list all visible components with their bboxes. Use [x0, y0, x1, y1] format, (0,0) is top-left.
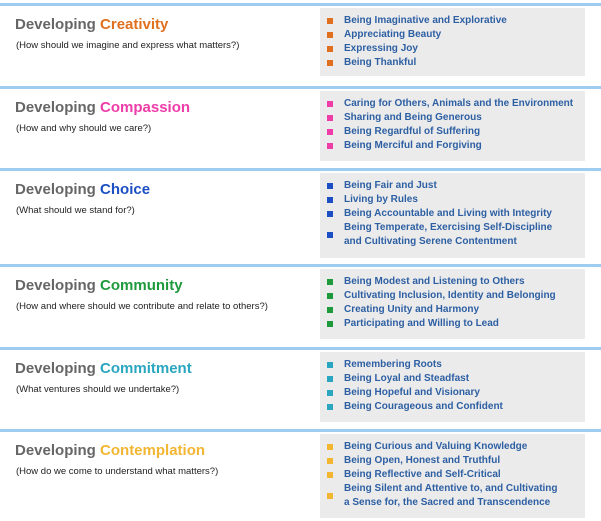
list-item: Creating Unity and Harmony — [320, 303, 585, 317]
bullet-square-icon — [327, 293, 333, 299]
title-keyword: Choice — [100, 181, 151, 198]
section-compassion — [0, 86, 601, 151]
list-item: Being Temperate, Exercising Self-Discipline and Cultivating Serene Contentment — [320, 221, 562, 249]
list-item: Being Merciful and Forgiving — [320, 139, 585, 153]
title-keyword: Contemplation — [100, 442, 206, 459]
list-item: Being Thankful — [320, 56, 585, 70]
section-subtitle: (What ventures should we undertake?) — [16, 384, 180, 395]
bullet-square-icon — [327, 321, 333, 327]
values-panel — [320, 434, 585, 518]
list-item: Being Imaginative and Explorative — [320, 14, 585, 28]
section-title — [15, 16, 168, 33]
list-item: Living by Rules — [320, 193, 585, 207]
bullet-square-icon — [327, 183, 333, 189]
bullet-square-icon — [327, 143, 333, 149]
bullet-square-icon — [327, 279, 333, 285]
section-creativity — [0, 3, 601, 68]
bullet-square-icon — [327, 115, 333, 121]
section-community — [0, 264, 601, 329]
list-item: Appreciating Beauty — [320, 28, 585, 42]
title-prefix: Developing — [15, 181, 96, 198]
bullet-square-icon — [327, 232, 333, 238]
section-subtitle: (How do we come to understand what matters?) — [16, 466, 219, 477]
section-choice — [0, 168, 601, 247]
list-item: Being Modest and Listening to Others — [320, 275, 585, 289]
section-subtitle: (How and why should we care?) — [16, 123, 152, 134]
bullet-square-icon — [327, 211, 333, 217]
list-item: Being Accountable and Living with Integrity — [320, 207, 585, 221]
bullet-square-icon — [327, 376, 333, 382]
title-prefix: Developing — [15, 99, 96, 116]
bullet-square-icon — [327, 458, 333, 464]
list-item: Participating and Willing to Lead — [320, 317, 585, 331]
section-title — [15, 277, 183, 294]
title-keyword: Creativity — [100, 16, 169, 33]
title-keyword: Community — [100, 277, 183, 294]
bullet-square-icon — [327, 404, 333, 410]
section-commitment — [0, 347, 601, 412]
list-item: Being Hopeful and Visionary — [320, 386, 585, 400]
list-item: Expressing Joy — [320, 42, 585, 56]
section-subtitle: (What should we stand for?) — [16, 205, 135, 216]
bullet-square-icon — [327, 493, 333, 499]
bullet-square-icon — [327, 32, 333, 38]
title-prefix: Developing — [15, 442, 96, 459]
bullet-square-icon — [327, 46, 333, 52]
section-subtitle: (How should we imagine and express what matters?) — [16, 40, 240, 51]
list-item: Being Courageous and Confident — [320, 400, 585, 414]
bullet-square-icon — [327, 444, 333, 450]
values-panel — [320, 269, 585, 339]
values-panel — [320, 173, 585, 258]
title-keyword: Commitment — [100, 360, 192, 377]
bullet-square-icon — [327, 362, 333, 368]
values-panel — [320, 8, 585, 76]
section-title — [15, 360, 192, 377]
title-keyword: Compassion — [100, 99, 191, 116]
section-subtitle: (How and where should we contribute and relate to others?) — [16, 301, 268, 312]
title-prefix: Developing — [15, 360, 96, 377]
title-prefix: Developing — [15, 16, 96, 33]
section-contemplation — [0, 429, 601, 508]
list-item: Sharing and Being Generous — [320, 111, 585, 125]
list-item: Remembering Roots — [320, 358, 585, 372]
list-item: Being Open, Honest and Truthful — [320, 454, 585, 468]
section-title — [15, 181, 150, 198]
bullet-square-icon — [327, 101, 333, 107]
list-item: Cultivating Inclusion, Identity and Belonging — [320, 289, 585, 303]
section-title — [15, 442, 205, 459]
bullet-square-icon — [327, 197, 333, 203]
bullet-square-icon — [327, 307, 333, 313]
list-item: Being Curious and Valuing Knowledge — [320, 440, 585, 454]
list-item: Caring for Others, Animals and the Environment — [320, 97, 585, 111]
bullet-square-icon — [327, 472, 333, 478]
bullet-square-icon — [327, 18, 333, 24]
bullet-square-icon — [327, 60, 333, 66]
section-title — [15, 99, 190, 116]
title-prefix: Developing — [15, 277, 96, 294]
values-panel — [320, 352, 585, 422]
list-item: Being Fair and Just — [320, 179, 585, 193]
list-item: Being Reflective and Self-Critical — [320, 468, 585, 482]
values-panel — [320, 91, 585, 161]
list-item: Being Silent and Attentive to, and Cultivating a Sense for, the Sacred and Transcendence — [320, 482, 562, 510]
list-item: Being Loyal and Steadfast — [320, 372, 585, 386]
bullet-square-icon — [327, 390, 333, 396]
list-item: Being Regardful of Suffering — [320, 125, 585, 139]
bullet-square-icon — [327, 129, 333, 135]
